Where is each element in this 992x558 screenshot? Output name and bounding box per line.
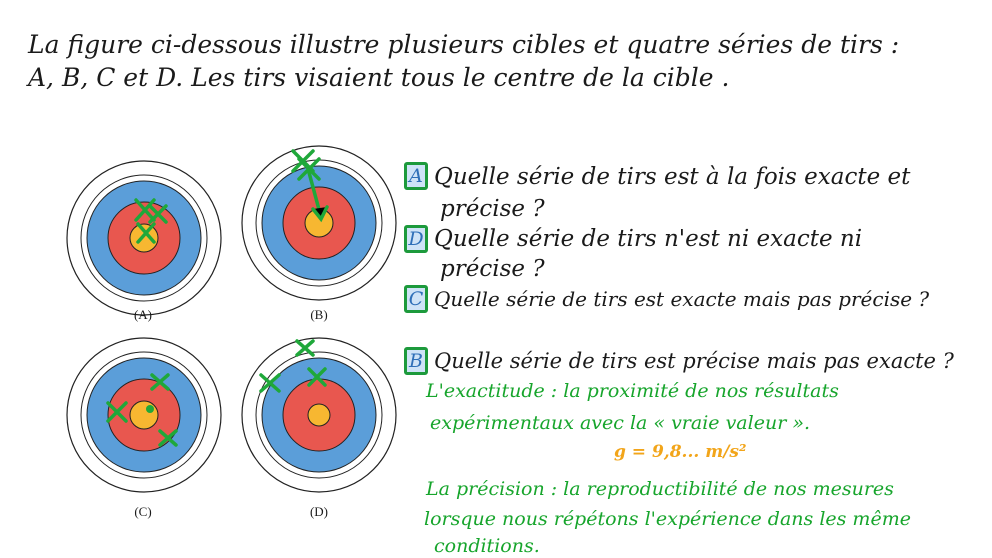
question-2-line-2: précise ?: [440, 256, 545, 282]
answer-badge-2: D: [404, 225, 428, 253]
intro-line-2: A, B, C et D. Les tirs visaient tous le centre de la cible .: [28, 63, 730, 92]
target-a-label: (A): [133, 307, 153, 322]
question-1-line-1: Quelle série de tirs est à la fois exacte et: [434, 164, 911, 190]
exactitude-line-2: expérimentaux avec la « vraie valeur ».: [430, 412, 810, 434]
target-c: [64, 335, 224, 495]
exactitude-line-1: L'exactitude : la proximité de nos résultats: [426, 380, 839, 402]
precision-line-3: conditions.: [434, 535, 540, 557]
gravity-formula: g = 9,8... m/s²: [614, 442, 747, 462]
precision-line-1: La précision : la reproductibilité de nos mesures: [426, 478, 894, 500]
target-d-label: (D): [309, 504, 329, 519]
target-d: [239, 335, 399, 495]
question-4-line-1: Quelle série de tirs est précise mais pas exacte ?: [434, 349, 954, 373]
question-2-line-1: Quelle série de tirs n'est ni exacte ni: [434, 226, 863, 252]
intro-text: [28, 28, 978, 94]
question-1-line-2: précise ?: [440, 196, 545, 222]
answer-badge-1: A: [404, 162, 428, 190]
target-b: [239, 143, 399, 303]
question-3-line-1: Quelle série de tirs est exacte mais pas précise ?: [434, 287, 930, 311]
answer-badge-4: B: [404, 347, 428, 375]
target-a: [64, 158, 224, 318]
intro-line-1: La figure ci-dessous illustre plusieurs cibles et quatre séries de tirs :: [28, 30, 900, 59]
precision-line-2: lorsque nous répétons l'expérience dans les même: [424, 508, 911, 530]
answer-badge-3: C: [404, 285, 428, 313]
target-b-label: (B): [310, 307, 328, 322]
target-c-label: (C): [134, 504, 152, 519]
